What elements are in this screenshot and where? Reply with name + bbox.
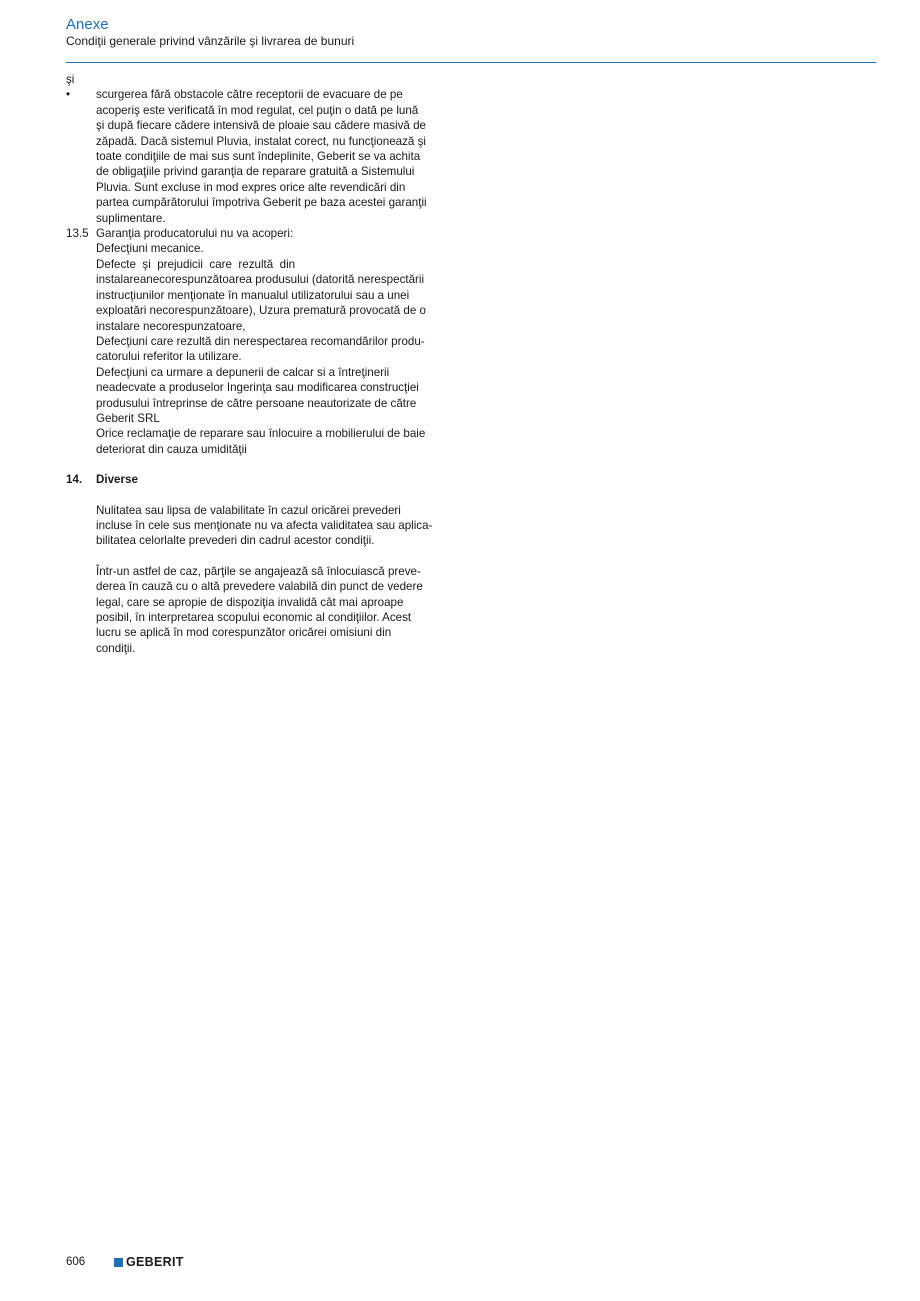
page-header [66, 16, 876, 49]
paragraph-line: posibil, în interpretarea scopului economic al condiţiilor. Acest [96, 611, 412, 624]
section-number: 14. [66, 473, 83, 487]
page-number: 606 [66, 1256, 86, 1268]
paragraph-line: legal, care se apropie de dispoziţia invalidă cât mai aproape [96, 595, 404, 609]
bullet-marker: • [66, 88, 71, 102]
section-line: catorului referitor la utilizare. [96, 350, 242, 364]
page-subtitle: Condiţii generale privind vânzările şi livrarea de bunuri [66, 34, 355, 48]
section-line: deteriorat din cauza umidităţii [96, 442, 247, 456]
section-line [66, 226, 466, 241]
section-line: exploatări necorespunzătoare), Uzura prematură provocată de o [96, 304, 426, 318]
logo-text: GEBERIT [126, 1255, 184, 1269]
geberit-logo [114, 1255, 184, 1269]
paragraph-line: derea în cauză cu o altă prevedere valabilă din punct de vedere [96, 580, 423, 594]
section-line: instalare necorespunzatoare, [96, 319, 246, 333]
section-number: 13.5 [66, 227, 89, 241]
intro-word: şi [66, 73, 75, 86]
bullet-line: suplimentare. [96, 211, 166, 225]
document-body [66, 72, 466, 656]
paragraph-line: Într-un astfel de caz, părţile se angajează să înlocuiască preve- [96, 564, 421, 578]
bullet-item [66, 87, 466, 226]
section-line: Defecţiuni mecanice. [96, 242, 204, 256]
paragraph-inlocuire [66, 564, 466, 656]
paragraph-line: condiţii. [96, 641, 136, 655]
logo-square-icon [114, 1258, 123, 1267]
section-line: instalareanecorespunzătoarea produsului (datorită nerespectării [96, 273, 425, 287]
bullet-line: zăpadă. Dacă sistemul Pluvia, instalat corect, nu funcţionează şi [96, 134, 426, 148]
bullet-line: acoperiş este verificată în mod regulat, cel puţin o dată pe lună [96, 103, 419, 117]
bullet-line [66, 87, 466, 102]
section-13-5 [66, 226, 466, 457]
section-line: Orice reclamaţie de reparare sau înlocuire a mobilierului de baie [96, 427, 426, 441]
bullet-text: scurgerea fără obstacole către receptorii de evacuare de pe [96, 88, 403, 102]
section-line: instrucţiunilor menţionate în manualul utilizatorului sau a unei [96, 288, 410, 302]
bullet-line: partea cumpărătorului împotriva Geberit pe baza acestei garanţii [96, 196, 427, 210]
section-text: Garanţia producatorului nu va acoperi: [96, 227, 294, 241]
paragraph-line: lucru se aplică în mod corespunzător oricărei omisiuni din [96, 626, 392, 640]
section-line: Defecţiuni care rezultă din nerespectarea recomandărilor produ- [96, 334, 425, 348]
paragraph-line: bilitatea celorlalte prevederi din cadrul acestor condiţii. [96, 534, 375, 548]
paragraph-nulitatea [66, 503, 466, 549]
page-title: Anexe [66, 16, 109, 33]
section-line: produsului întreprinse de către persoane neautorizate de către [96, 396, 417, 410]
section-heading-14 [66, 472, 466, 487]
bullet-line: şi după fiecare cădere intensivă de ploaie sau cădere masivă de [96, 119, 426, 133]
section-line: neadecvate a produselor Ingerinţa sau modificarea construcţiei [96, 381, 419, 395]
paragraph-line: incluse în cele sus menţionate nu va afecta validitatea sau aplica- [96, 518, 433, 532]
page-footer [66, 1255, 366, 1271]
section-title: Diverse [96, 473, 138, 487]
bullet-line: toate condiţiile de mai sus sunt îndeplinite, Geberit se va achita [96, 150, 421, 164]
bullet-line: Pluvia. Sunt excluse in mod expres orice alte revendicări din [96, 180, 406, 194]
section-line: Defecţiuni ca urmare a depunerii de calcar si a întreţinerii [96, 365, 390, 379]
bullet-line: de obligaţiile privind garanţia de reparare gratuită a Sistemului [96, 165, 415, 179]
section-line: Geberit SRL [96, 411, 160, 425]
header-divider [66, 62, 876, 63]
section-line: Defecte şi prejudicii care rezultă din [96, 257, 296, 271]
paragraph-line: Nulitatea sau lipsa de valabilitate în cazul oricărei prevederi [96, 503, 401, 517]
